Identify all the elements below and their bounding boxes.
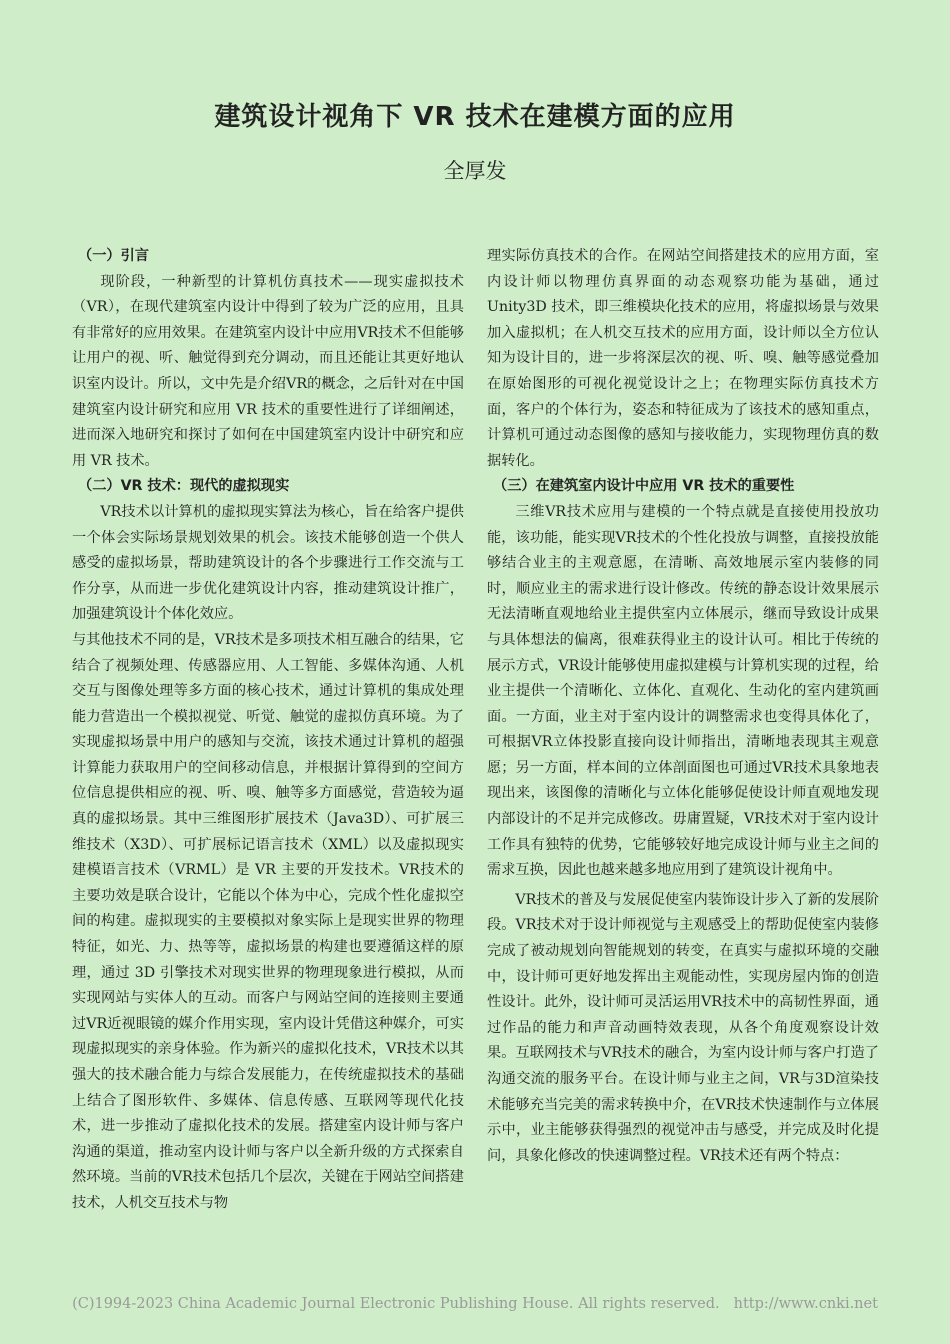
- right-column: [487, 244, 879, 1169]
- intro-paragraph: 现阶段，一种新型的计算机仿真技术——现实虚拟技术（VR），在现代建筑室内设计中得到了较为广泛的应用，且具有非常好的应用效果。在建筑室内设计中应用VR技术不但能够让用户的视、听、触觉得到充分调动，而且还能让其更好地认识室内设计。所以，文中先是介绍VR的概念，之后针对在中国建筑室内设计研究和应用 VR 技术的重要性进行了详细阐述，进而深入地研究和探讨了如何在中国建筑室内设计中研究和应用 VR 技术。: [72, 273, 464, 469]
- vr-paragraph: VR技术以计算机的虚拟现实算法为核心，旨在给客户提供一个体会实际场景规划效果的机会。该技术能够创造一个供人感受的虚拟场景，帮助建筑设计的各个步骤进行工作交流与工作分享，从而进一步优化建筑设计内容，推动建筑设计推广，加强建筑设计个体化效应。: [72, 503, 464, 623]
- article-title: 建筑设计视角下 VR 技术在建模方面的应用: [214, 102, 736, 132]
- importance-paragraph: 三维VR技术应用与建模的一个特点就是直接使用投放功能，该功能，能实现VR技术的个性化投放与调整，直接投放能够结合业主的主观意愿，在清晰、高效地展示室内装修的同时，顺应业主的需求进行设计修改。传统的静态设计效果展示无法清晰直观地给业主提供室内立体展示，继而导致设计成果与具体想法的偏离，很难获得业主的设计认可。相比于传统的展示方式，VR设计能够使用虚拟建模与计算机实现的过程，给业主提供一个清晰化、立体化、直观化、生动化的室内建筑画面。一方面，业主对于室内设计的调整需求也变得具体化了，可根据VR立体投影直接向设计师指出，清晰地表现其主观意愿；另一方面，样本间的立体剖面图也可通过VR技术具象地表现出来，该图像的清晰化与立体化能够促使设计师直观地发现内部设计的不足并完成修改。毋庸置疑，VR技术对于室内设计工作具有独特的优势，它能够较好地完成设计师与业主之间的需求互换，因此也越来越多地应用到了建筑设计视角中。: [487, 503, 879, 879]
- vr-paragraph-continued: 与其他技术不同的是，VR技术是多项技术相互融合的结果，它结合了视频处理、传感器应用、人工智能、多媒体沟通、人机交互与图像处理等多方面的核心技术，通过计算机的集成处理能力营造出一个模拟视觉、听觉、触觉的虚拟仿真环境。为了实现虚拟场景中用户的感知与交流，该技术通过计算机的超强计算能力获取用户的空间移动信息，并根据计算得到的空间方位信息提供相应的视、听、嗅、触等多方面感觉，营造较为逼真的虚拟场景。其中三维图形扩展技术（Java3D）、可扩展三维技术（X3D）、可扩展标记语言技术（XML）以及虚拟现实建模语言技术（VRML）是 VR 主要的开发技术。VR技术的主要功效是联合设计，它能以个体为中心，完成个性化虚拟空间的构建。虚拟现实的主要模拟对象实际上是现实世界的物理特征，如光、力、热等等，虚拟场景的构建也要遵循这样的原理，通过 3D 引擎技术对现实世界的物理现象进行模拟，从而实现网站与实体人的互动。而客户与网站空间的连接则主要通过VR近视眼镜的媒介作用实现，室内设计凭借这种媒介，可实现虚拟现实的亲身体验。作为新兴的虚拟化技术，VR技术以其强大的技术融合能力与综合发展能力，在传统虚拟技术的基础上结合了图形软件、多媒体、信息传感、互联网等现代化技术，进一步推动了虚拟化技术的发展。搭建室内设计师与客户沟通的渠道，推动室内设计师与客户以全新升级的方式探索自然环境。当前的VR技术包括几个层次，关键在于网站空间搭建技术，人机交互技术与物: [72, 631, 464, 1211]
- section-heading-importance: （三）在建筑室内设计中应用 VR 技术的重要性: [493, 478, 795, 495]
- article-author: 全厚发: [443, 159, 507, 183]
- footer-url[interactable]: http://www.cnki.net: [733, 1296, 878, 1312]
- development-paragraph: VR技术的普及与发展促使室内装饰设计步入了新的发展阶段。VR技术对于设计师视觉与主观感受上的帮助促使室内装修完成了被动规划向智能规划的转变，在真实与虚拟环境的交融中，设计师可更好地发挥出主观能动性，实现房屋内饰的创造性设计。此外，设计师可灵活运用VR技术中的高韧性界面，通过作品的能力和声音动画特效表现，从各个角度观察设计效果。互联网技术与VR技术的融合，为室内设计师与客户打造了沟通交流的服务平台。在设计师与业主之间，VR与3D渲染技术能够充当完美的需求转换中介，在VR技术快速制作与立体展示中，业主能够获得强烈的视觉冲击与感受，并完成及时化提问，具象化修改的快速调整过程。VR技术还有两个特点：: [487, 891, 879, 1164]
- continued-paragraph: 理实际仿真技术的合作。在网站空间搭建技术的应用方面，室内设计师以物理仿真界面的动态观察功能为基础，通过 Unity3D 技术，即三维模块化技术的应用，将虚拟场景与效果加入虚拟机；在人机交互技术的应用方面，设计师以全方位认知为设计目的，进一步将深层次的视、听、嗅、触等感觉叠加在原始图形的可视化视觉设计之上；在物理实际仿真技术方面，客户的个体行为，姿态和特征成为了该技术的感知重点，计算机可通过动态图像的感知与接收能力，实现物理仿真的数据转化。: [487, 248, 879, 469]
- section-heading-vr: （二）VR 技术：现代的虚拟现实: [78, 478, 290, 495]
- left-column: [72, 244, 464, 1217]
- copyright-text: (C)1994-2023 China Academic Journal Electronic Publishing House. All rights reserved.: [72, 1296, 720, 1312]
- section-heading-intro: （一）引言: [78, 248, 149, 264]
- copyright-footer: [0, 1296, 950, 1312]
